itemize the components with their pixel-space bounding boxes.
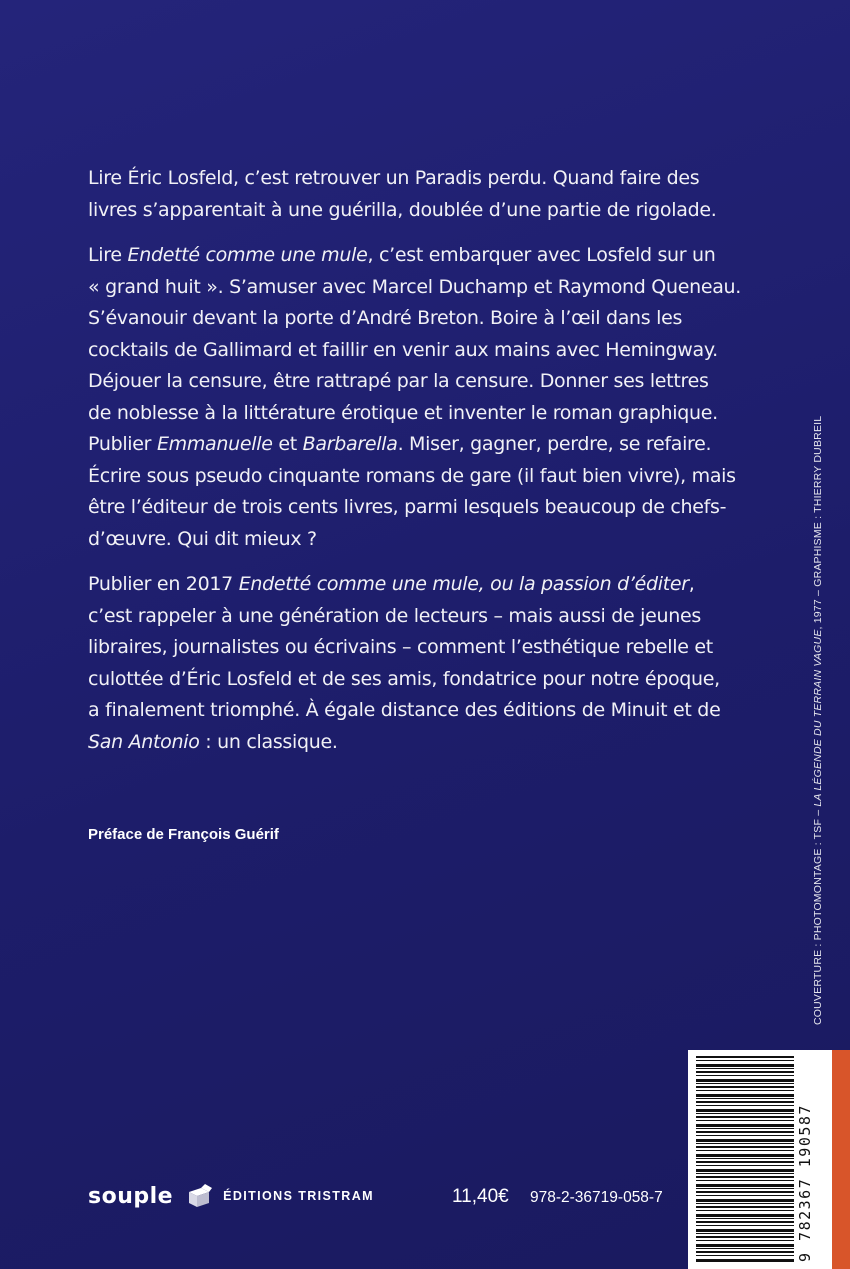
text-line: S’évanouir devant la porte d’André Breton. Boire à l’œil dans les [88, 307, 683, 329]
text-fragment: Publier [88, 433, 157, 455]
text-line: Déjouer la censure, être rattrapé par la censure. Donner ses lettres [88, 370, 709, 392]
text-line [88, 569, 778, 601]
text-line [88, 429, 778, 461]
text-fragment: . Miser, gagner, perdre, se refaire. [397, 433, 712, 455]
text-fragment: : un classique. [199, 730, 338, 753]
book-title: Emmanuelle [156, 433, 273, 455]
book-title: San Antonio [88, 730, 200, 753]
barcode [688, 1050, 832, 1269]
box-logo-icon [185, 1182, 213, 1210]
text-line: a finalement triomphé. À égale distance des éditions de Minuit et de [88, 699, 721, 721]
credit-fragment: , 1977 – GRAPHISME : THIERRY DUBREIL [812, 415, 824, 630]
price: 11,40€ [452, 1186, 509, 1207]
credit-title: LA LÉGENDE DU TERRAIN VAGUE [812, 629, 824, 807]
paragraph-1 [88, 163, 778, 226]
text-line: livres s’apparentait à une guérilla, doublée d’une partie de rigolade. [88, 198, 717, 221]
book-title: Endetté comme une mule, ou la passion d’éditer [238, 573, 689, 595]
text-fragment: et [272, 433, 303, 455]
credit-fragment: COUVERTURE : PHOTOMONTAGE : TSF – [812, 806, 824, 1025]
footer [88, 1176, 374, 1216]
text-line [88, 727, 778, 759]
blurb-text [88, 163, 778, 772]
book-title: Barbarella [302, 433, 398, 455]
text-fragment: Lire [88, 244, 128, 266]
text-line: cocktails de Gallimard et faillir en venir aux mains avec Hemingway. [88, 338, 718, 361]
text-fragment: , [688, 573, 695, 595]
text-fragment: , c’est embarquer avec Losfeld sur un [367, 244, 716, 266]
text-line: Écrire sous pseudo cinquante romans de gare (il faut bien vivre), mais [88, 464, 736, 487]
barcode-digits: 9 782367 190587 [796, 1104, 814, 1262]
text-line [88, 163, 778, 195]
paragraph-2 [88, 240, 778, 555]
text-fragment: Publier en 2017 [88, 573, 239, 595]
cover-credit [812, 416, 824, 1025]
text-line: libraires, journalistes ou écrivains – comment l’esthétique rebelle et [88, 636, 713, 658]
barcode-bars [696, 1056, 794, 1262]
text-line: être l’éditeur de trois cents livres, parmi lesquels beaucoup de chefs- [88, 496, 727, 518]
text-line-content: Lire Éric Losfeld, c’est retrouver un Paradis perdu. Quand faire des [88, 167, 700, 189]
publisher-name: ÉDITIONS TRISTRAM [223, 1189, 374, 1203]
text-line: d’œuvre. Qui dit mieux ? [88, 527, 317, 550]
book-title: Endetté comme une mule [127, 244, 368, 266]
text-line: culottée d’Éric Losfeld et de ses amis, fondatrice pour notre époque, [88, 667, 720, 690]
text-line: « grand huit ». S’amuser avec Marcel Duchamp et Raymond Queneau. [88, 275, 742, 298]
isbn: 978-2-36719-058-7 [530, 1189, 663, 1206]
text-line: c’est rappeler à une génération de lecteurs – mais aussi de jeunes [88, 604, 701, 627]
paragraph-3 [88, 569, 778, 758]
spine-edge [832, 1050, 850, 1269]
series-logo: souple [88, 1183, 174, 1209]
text-line: de noblesse à la littérature érotique et inventer le roman graphique. [88, 401, 718, 424]
preface-credit: Préface de François Guérif [88, 826, 279, 843]
text-line [88, 240, 778, 272]
